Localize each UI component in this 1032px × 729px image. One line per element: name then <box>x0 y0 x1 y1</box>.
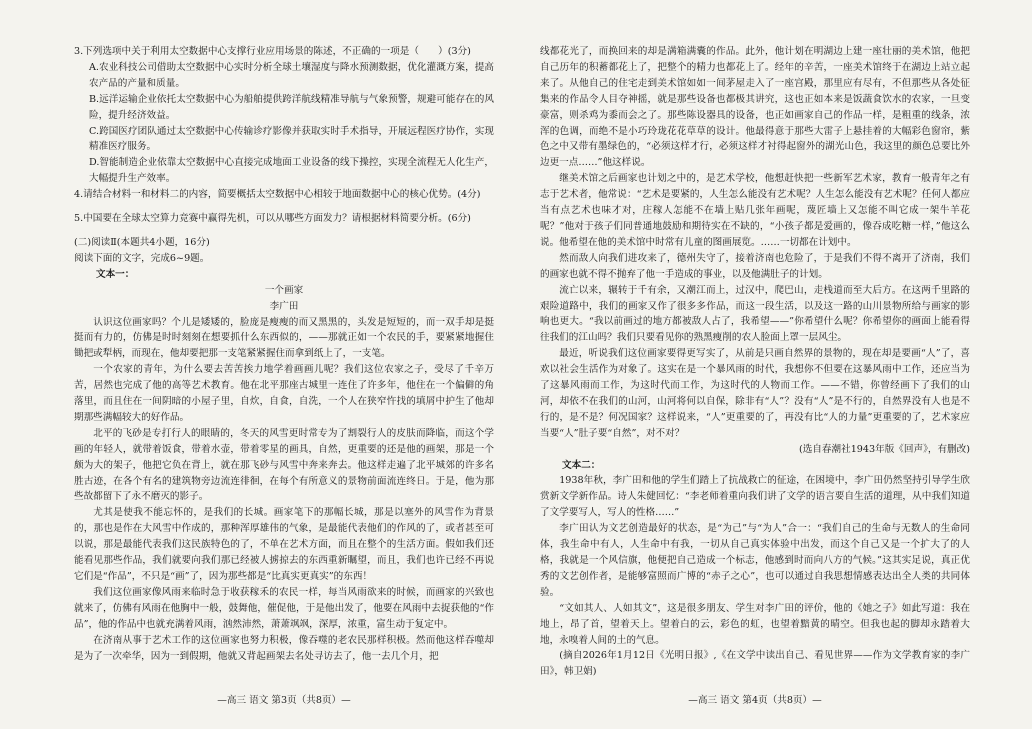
question-3: 3.下列选项中关于利用太空数据中心支撑行业应用场景的陈述，不正确的一项是（ ）(3分) <box>74 46 471 57</box>
source-citation: (选自春潮社1943年版《回声》，有删改) <box>798 443 970 455</box>
question-5: 5.中国要在全球太空算力竞赛中赢得先机，可以从哪些方面发力？请根据材料简要分析。(6分) <box>74 213 471 225</box>
paragraph: 北平的飞砂是专打行人的眼睛的，冬天的风雪更时常专为了割裂行人的皮肤而降临，而这个学画的年轻人，就带着饭食，带着水壶，带着零星的画具，自然，更重要的还是他的画架，那是一个颇为大的架子，他把它负在背上，就在那飞砂与风雪中奔来奔去。他这样走遍了北平城郊的许多名胜古迹，在各个有名的建筑物旁边流连徘徊，在每个有所意义的景物前面流连终日。于是，他为那些故都留下了永不磨灭的影子。 <box>74 427 494 503</box>
paragraph: 尤其是使我不能忘怀的，是我们的长城。画家笔下的那幅长城，那是以塞外的风雪作为背景的，那也是作在大风雪中作成的，那种浑厚雄伟的气象，是最能代表他们的作风的了，或者甚至可以说，那是最能代表我们这民族特色的了，不单在艺术方面，而且在整个的生活方面。假如我们还能看见那些作品，我们就要向我们那已经被人掳掠去的东西重新瞩望，而且，我们也许已经不再说它们是“作品”，不只是“画”了，因为那些都是“比真实更真实”的东西！ <box>74 507 494 582</box>
paragraph: 认识这位画家吗？个儿是矮矮的，脸庞是瘦瘦的而又黑黑的，头发是短短的，而一双手却是挺挺而有力的，仿佛是时时刻刻在想要抓什么东西似的，——那就正如一个农民的手，要紧紧地握住锄把或犁柄，而现在，他却要把那一支笔紧紧握住而拿到纸上了，一支笔。 <box>74 316 494 360</box>
paragraph: 最近，听说我们这位画家要得更写实了，从前是只画自然界的景物的，现在却是要画“人”了，喜欢以社会生活作为对象了。这实在是一个暴风雨的时代，我想你不但要在这暴风雨中工作，还应当为了这暴风雨而工作，为这时代而工作，为这时代的人物而工作。——不错，你曾经画下了我们的山河，却依不在我们的山河，山河将何以自保，除非有“人”？没有“人”是不行的，自然界没有人也是不行的，是不是？何况国家？这样说来，“人”更重要的了，再没有比“人的力量”更重要的了，艺术家应当要“人”肚子要“自然”，对不对？ <box>540 348 970 439</box>
paragraph: 然而敌人向我们进攻来了，德州失守了，接着济南也危险了，于是我们不得不离开了济南，我们的画家也就不得不抛弃了他一手造成的事业，以及他满肚子的计划。 <box>540 252 970 280</box>
page-footer-left: —高三 语文 第3页（共8页）— <box>217 695 351 706</box>
paragraph: 继美术馆之后画家也计划之中的，是艺术学校，他想赶快把一些新军艺术家，教育一般青年之有志于艺术者，他常说：“艺术是要紧的，人生怎么能没有艺术呢？人生怎么能没有艺术呢？任何人都应当有点艺术也味才对，庄稼人怎能不在墙上贴几张年画呢，蔑匠墙上又怎能不叫它成一架牛羊花呢？”他对于孩子们同普通地鼓励和期待实在不缺的，“小孩子都是爱画的，像吞成吃糖一样，”他这么说。他希望在他的美术馆中时常有儿童的图画展览。……一切都在计划中。 <box>540 173 970 248</box>
essay-title: 一个画家 <box>264 284 304 296</box>
option-a: A.农业科技公司借助太空数据中心实时分析全球土壤湿度与降水预测数据，优化灌溉方案，提高农产品的产量和质量。 <box>89 61 494 89</box>
paragraph: 我们这位画家像风雨来临时急于收获稼禾的农民一样，每当风雨欲来的时候，而画家的兴致也就来了，仿佛有风雨在他胸中一般，鼓舞他，催促他，于是他出发了，他要在风雨中去捉获他的“作品”，他的作品中也就充满着风雨，汹然沛然，萧萧飒飒，深厚，浓重，富生动于复定中。 <box>74 586 494 630</box>
essay-author: 李广田 <box>269 300 299 312</box>
paragraph: 李广田认为文艺创造最好的状态，是“为己”与“为人”合一：“我们自己的生命与无数人的生命同体，我生命中有人，人生命中有我，一切从自己真实体验中出发，而这个自己又是一个扩大了的人格，我就是一个风信旗，他便把自己造成一个标志，他感到时而向八方的气候。”这其实足说，真正优秀的文艺创作者，是能够富照而广博的“赤子之心”，也可以通过自我思想情感表达出全人类的共同体验。 <box>540 523 970 598</box>
page-footer-right: —高三 语文 第4页（共8页）— <box>688 695 822 706</box>
text2-label: 文本二： <box>562 459 601 471</box>
option-c: C.跨国医疗团队通过太空数据中心传输诊疗影像并获取实时手术指导，开展远程医疗协作，实现精准医疗服务。 <box>89 125 494 153</box>
section-heading: (二)阅读Ⅱ(本题共4小题，16分) <box>74 236 210 248</box>
text1-label: 文本一： <box>96 268 135 280</box>
reading-instruction: 阅读下面的文字，完成6~9题。 <box>74 252 210 264</box>
paragraph: “文如其人、人如其文”，这是很多朋友、学生对李广田的评价，他的《她之子》如此写道：我在地上，昂了首，望着天上。望着白的云，彩色的虹，也望着黯黄的晴空。但我也起的脚却永踏着大地，永嗅着人间的土的气息。 <box>540 602 970 646</box>
option-d: D.智能制造企业依靠太空数据中心直接完成地面工业设备的线下操控，实现全流程无人化生产，大幅提升生产效率。 <box>89 157 494 185</box>
paragraph: 1938年秋，李广田和他的学生们踏上了抗战救亡的征途，在困境中，李广田仍然坚持引导学生欣赏新文学新作品。诗人朱健回忆：“李老师着重向我们讲了文学的语言要自生活的道理，从中我们知道了文学要写人，写人的性格……” <box>540 475 970 519</box>
question-4: 4.请结合材料一和材料二的内容，简要概括太空数据中心相较于地面数据中心的核心优势。(4分) <box>74 189 481 201</box>
page-3-column <box>74 44 494 664</box>
page-4-column <box>540 44 970 680</box>
paragraph: 一个农家的青年，为什么要去苦苦挨力地学着画画儿呢？我们这位农家之子，受尽了千辛万苦，居然也完成了他的高等艺术教育。他在北平那座古城里一连住了许多年，他住在一个偏僻的角落里，而且住在一间阴暗的小屋子里，自炊，自食，自洗，一个人在狭窄忤找的填屑中护生了他却期那些满幅较大的好作品。 <box>74 364 494 423</box>
paragraph: 在济南从事于艺术工作的这位画家也努力积极，像吞噬的老农民那样积极。然而他这样吞噬却是为了一次牵华，因为一到假期，他就又背起画架去名处寻访去了，他一去几个月，把 <box>74 634 494 662</box>
paragraph: 流亡以来，辗转于千有余，又潮江而上，过汉中，爬巴山，走栈道而至大后方。在这两千里路的艰险道路中，我们的画家又作了很多多作品，而这一段生活，以及这一路的山川景物所给与画家的影响也更大。“我以前画过的地方都被敌人占了，我希望——”你希望什么呢？你希望你的画面上能看得往我们的江山吗？我们只要看见你的熟黑瘦削的农人脸面上罩一层风尘。 <box>540 284 970 344</box>
paragraph: 线都花光了，而换回来的却是满箱满囊的作品。此外，他计划在明湖边上建一座壮丽的美术馆，他把自己历年的积蓄都花上了，把整个的精力也都花上了。经年的辛苦，一座美术馆终于在湖边上站立起来了。从他自己的住宅走到美术馆如如一间茅屋走入了一座宫殿，那里应有尽有，不但那些从各处征集来的作品令人目夺神摇，就是那些设备也都极其讲究，这也正如本来是饭蔬食饮水的农家，一旦变豪富，则杀鸡为黍而会之了。那些陈设器具的设备，也正如画家自己的作品一样，是粗重的线条，浓浑的色调，而绝不是小巧玲珑花花草草的设计。他最得意于那些大雷子上悬挂着的大幅彩色窗帘，紫色之中又带有墨绿色的，“必须这样才行，必须这样才衬得起窗外的湖光山色，我这里的颜色总要比外边更一点……”他这样说。 <box>540 46 970 169</box>
option-b: B.远洋运输企业依托太空数据中心为船舶提供跨洋航线精准导航与气象预警，规避可能存在的风险，提升经济效益。 <box>89 93 494 121</box>
source-citation: (摘自2026年1月12日《光明日报》,《在文学中读出自己、看见世界——作为文学教育家的李广田》，韩卫娟) <box>540 650 970 678</box>
